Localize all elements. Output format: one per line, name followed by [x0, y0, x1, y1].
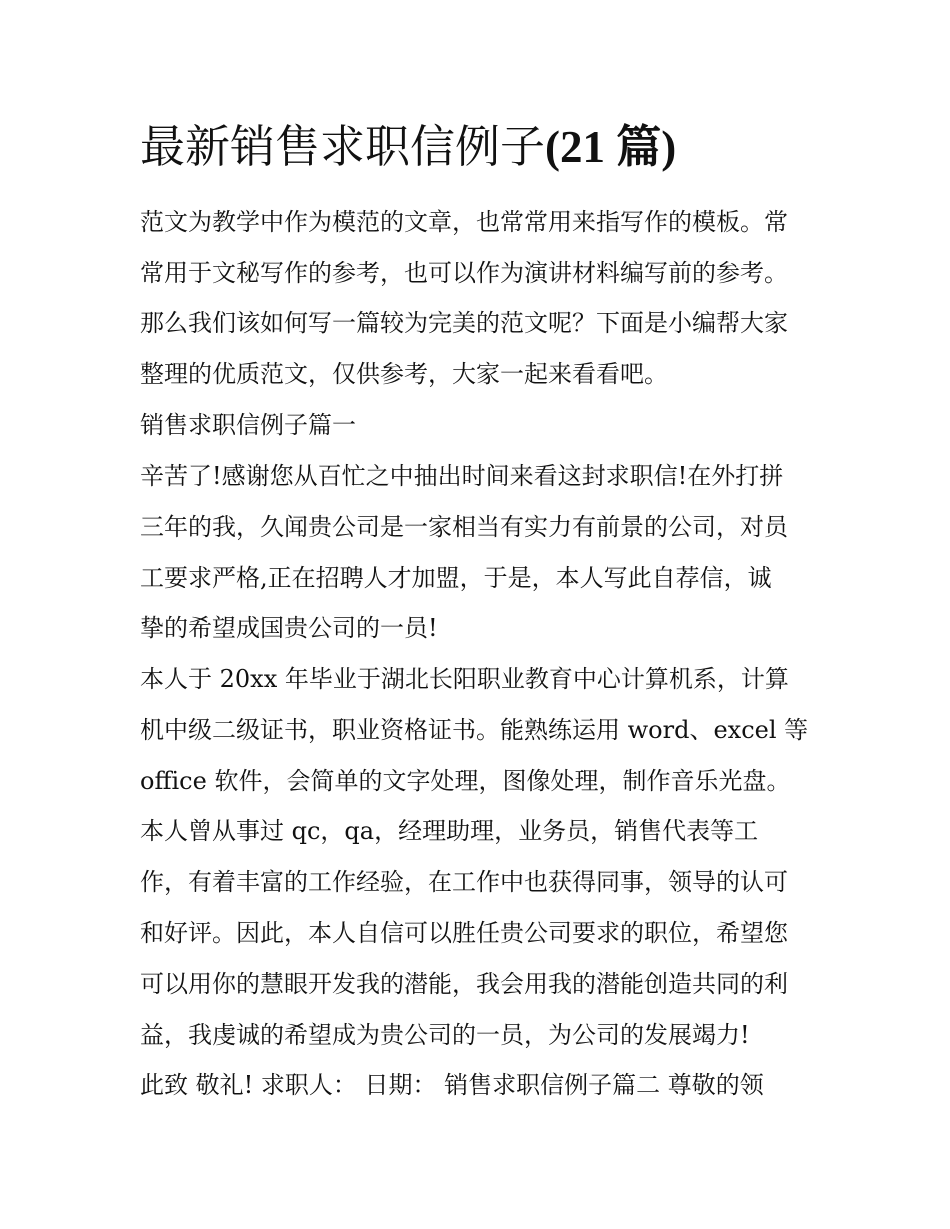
intro-line-2: 常用于文秘写作的参考，也可以作为演讲材料编写前的参考。 [140, 259, 788, 287]
body-line-7: office 软件，会简单的文字处理，图像处理，制作音乐光盘。 [140, 767, 791, 795]
body-line-6: 机中级二级证书，职业资格证书。能熟练运用 word、excel 等 [140, 716, 809, 744]
section-heading-1: 销售求职信例子篇一 [140, 411, 356, 439]
intro-line-3: 那么我们该如何写一篇较为完美的范文呢？下面是小编帮大家 [140, 309, 788, 337]
title-count: (21 篇) [545, 122, 677, 172]
body-line-4: 挚的希望成国贵公司的一员! [140, 614, 438, 642]
intro-line-4: 整理的优质范文，仅供参考，大家一起来看看吧。 [140, 360, 668, 388]
body-line-12: 益，我虔诚的希望成为贵公司的一员，为公司的发展竭力! [140, 1021, 750, 1049]
body-line-13: 此致 敬礼! 求职人： 日期： 销售求职信例子篇二 尊敬的领 [140, 1071, 764, 1099]
body-line-10: 和好评。因此，本人自信可以胜任贵公司要求的职位，希望您 [140, 919, 788, 947]
document-title [140, 117, 840, 177]
body-line-3: 工要求严格,正在招聘人才加盟，于是，本人写此自荐信，诚 [140, 564, 772, 592]
intro-line-1: 范文为教学中作为模范的文章，也常常用来指写作的模板。常 [140, 208, 788, 236]
body-line-8: 本人曾从事过 qc，qa，经理助理，业务员，销售代表等工 [140, 817, 759, 845]
title-main: 最新销售求职信例子 [140, 120, 546, 173]
body-line-11: 可以用你的慧眼开发我的潜能，我会用我的潜能创造共同的利 [140, 970, 788, 998]
body-line-9: 作，有着丰富的工作经验，在工作中也获得同事，领导的认可 [140, 868, 788, 896]
body-line-1: 辛苦了!感谢您从百忙之中抽出时间来看这封求职信!在外打拼 [140, 462, 784, 490]
body-line-5: 本人于 20xx 年毕业于湖北长阳职业教育中心计算机系，计算 [140, 665, 789, 693]
body-line-2: 三年的我，久闻贵公司是一家相当有实力有前景的公司，对员 [140, 513, 788, 541]
